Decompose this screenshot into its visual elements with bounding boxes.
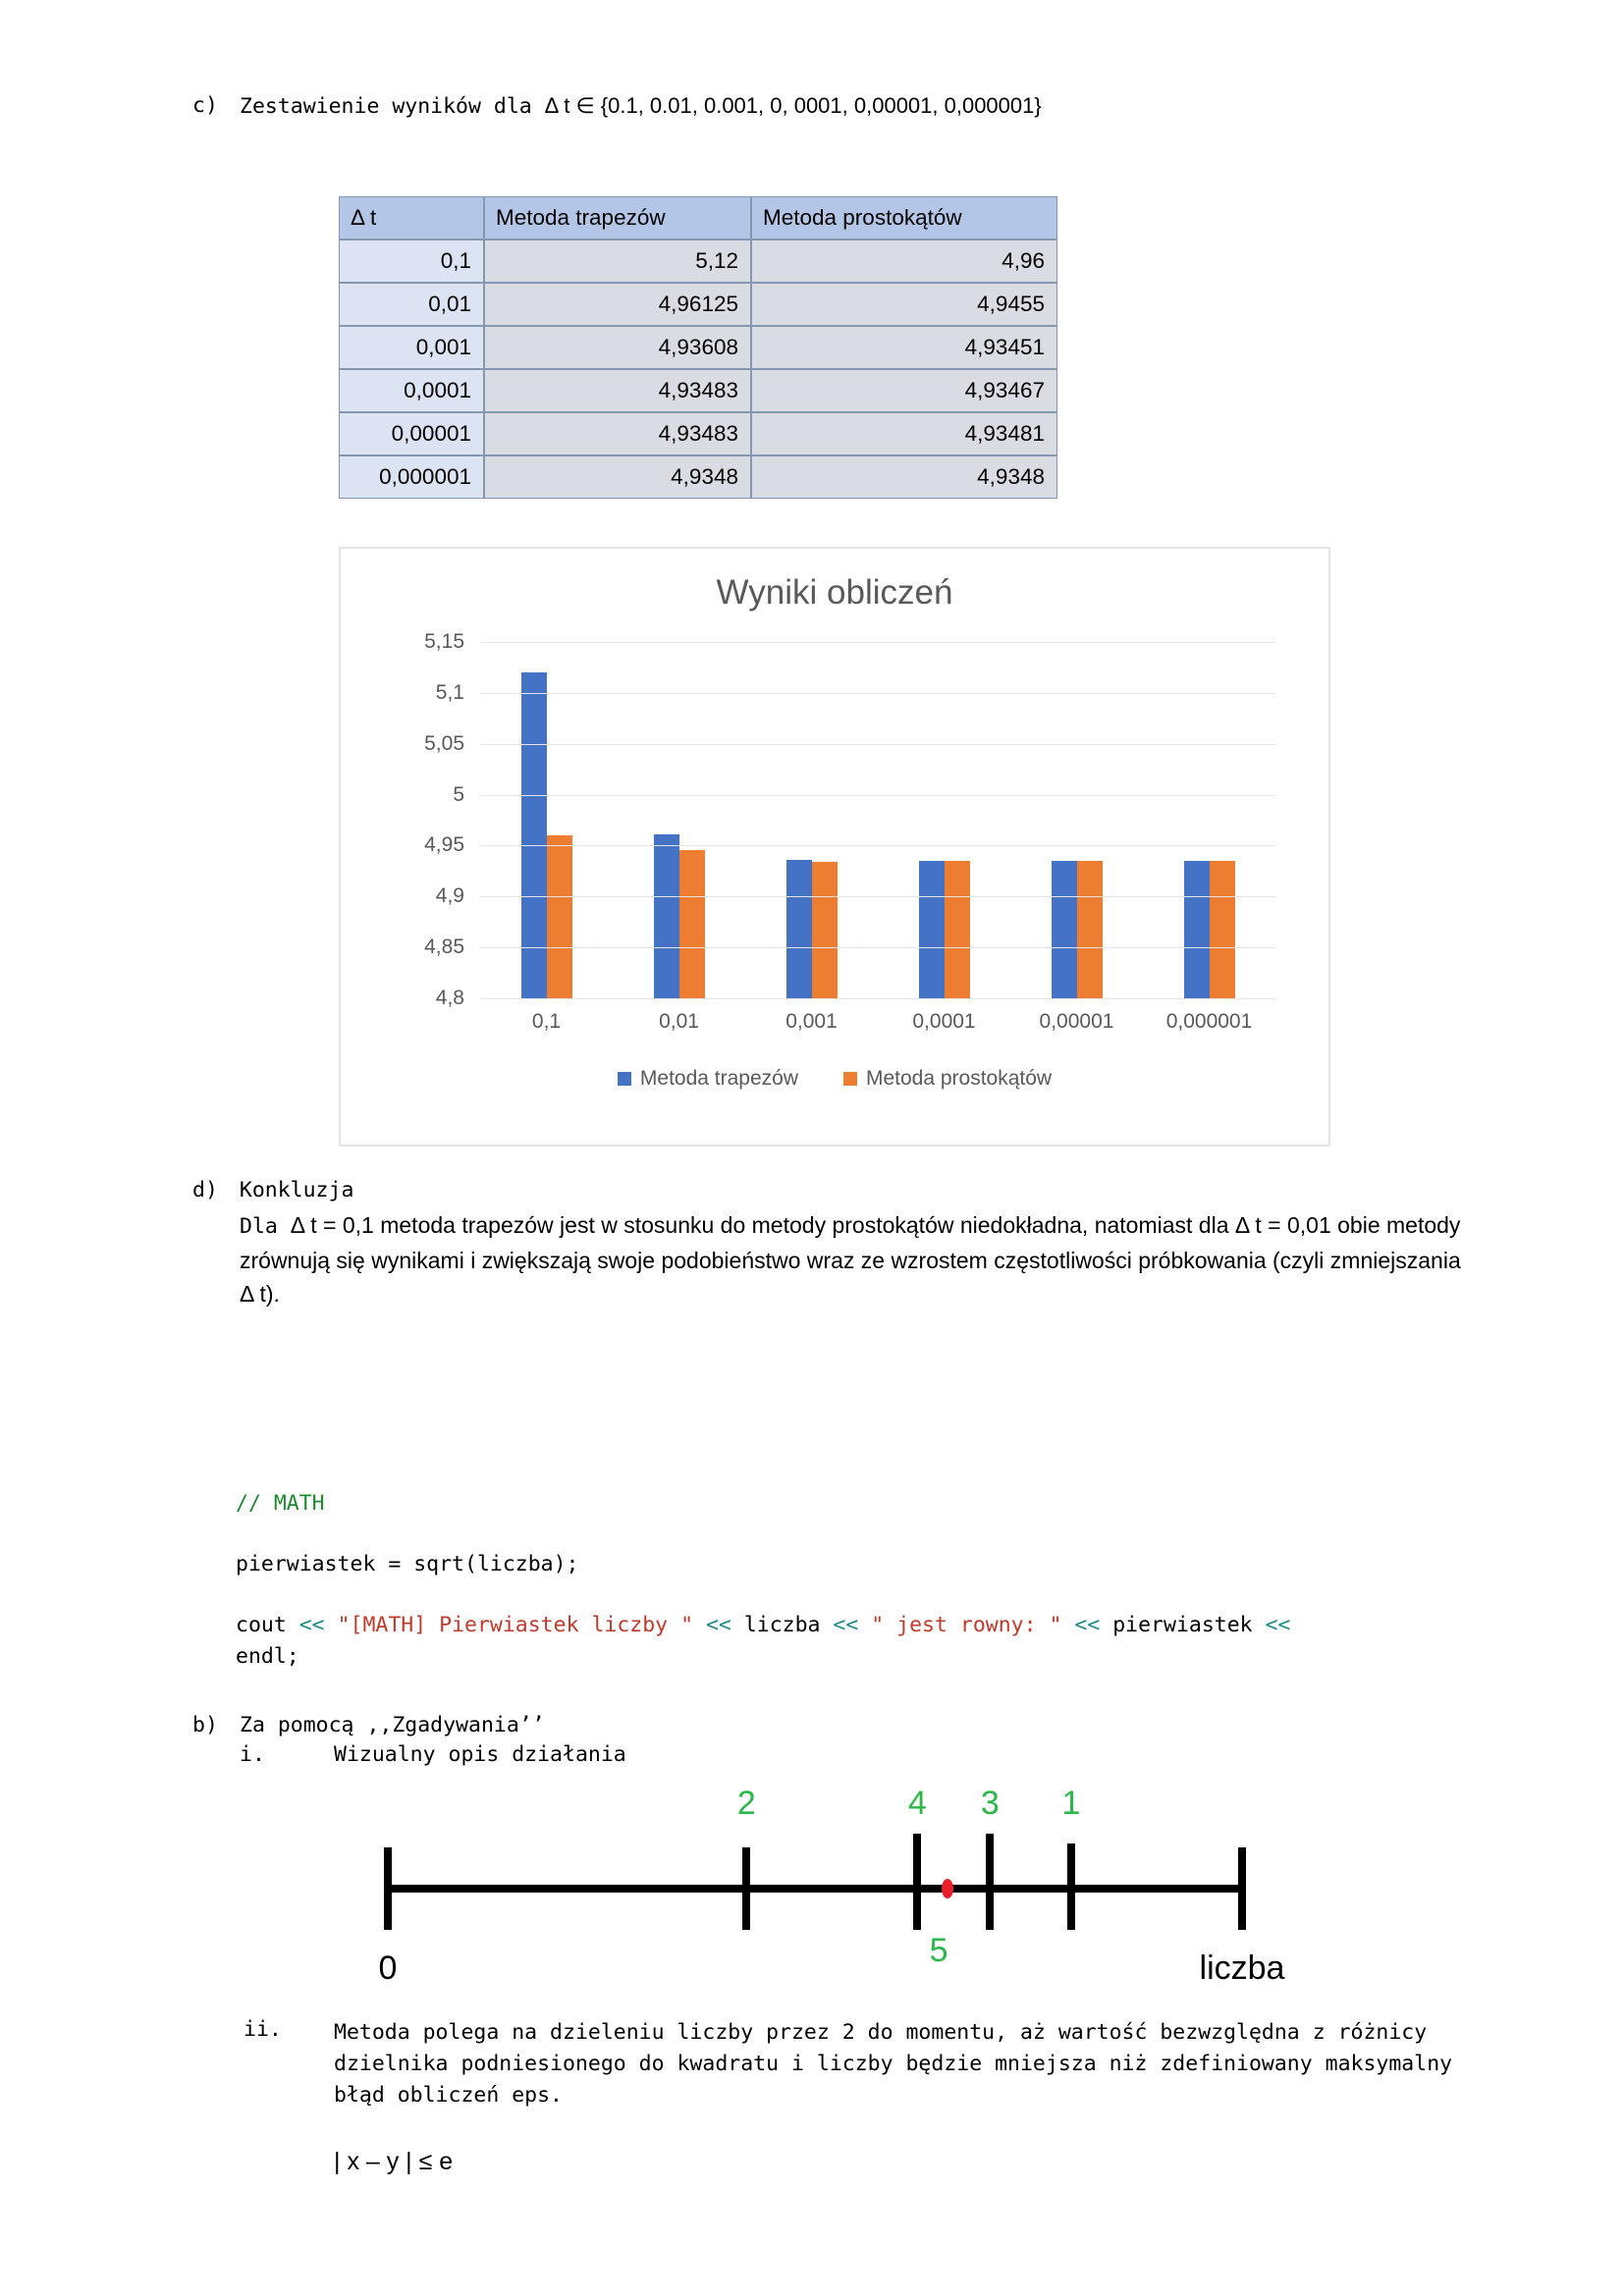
chart-y-tick-label: 5,05 [424, 731, 464, 755]
number-line-tick [986, 1834, 994, 1930]
chart-legend [341, 1067, 1328, 1091]
number-line-tick [384, 1847, 392, 1930]
cell-trapez: 4,93483 [484, 369, 751, 412]
table-header-prostok: Metoda prostokątów [751, 196, 1057, 240]
section-d-body: Δ t = 0,1 metoda trapezów jest w stosunku do metody prostokątów niedokładna, natomiast dla Δ t = 0,01 obie metody zrównują się wynikami i zwiększają swoje podobieństwo wraz ze wzrostem częstotliwości próbkowania (czyli zmniejszania Δ t). [240, 1212, 1461, 1307]
table-row [339, 369, 1057, 412]
section-c-marker: c) [192, 93, 218, 118]
code-cout-keyword: cout [236, 1613, 299, 1637]
code-string-1: "[MATH] Pierwiastek liczby " [337, 1613, 706, 1637]
cell-dt: 0,00001 [339, 412, 484, 455]
chart-x-tick-label: 0,00001 [1039, 1010, 1114, 1033]
code-stream-op-1: << [298, 1613, 338, 1637]
section-b-ii-text: Metoda polega na dzieleniu liczby przez 2 do momentu, aż wartość bezwzględna z różnicy dzielnika podniesionego do kwadratu i liczby będzie mniejsza niż zdefiniowany maksymalny błąd obliczeń eps. [334, 2020, 1453, 2108]
chart-gridline [480, 744, 1275, 745]
chart-bar [786, 860, 812, 998]
table-header-row [339, 196, 1057, 240]
section-d-title: Konkluzja [239, 1178, 354, 1202]
chart-bar [654, 834, 679, 998]
chart-y-tick-label: 4,95 [424, 833, 464, 857]
section-d [192, 1178, 1469, 1310]
section-c-text-set: Δ t ∈ {0.1, 0.01, 0.001, 0, 0001, 0,00001, 0,000001} [544, 93, 1042, 118]
chart-legend-label: Metoda trapezów [639, 1067, 798, 1090]
chart-gridline [480, 693, 1275, 694]
number-line-step-label: 5 [929, 1932, 948, 1969]
number-line-step-label: 3 [980, 1785, 1000, 1822]
chart-bars-container [480, 642, 1275, 998]
table-row [339, 412, 1057, 455]
number-line-axis [388, 1885, 1242, 1893]
chart-gridline [480, 845, 1275, 846]
section-b-heading [192, 1713, 626, 1737]
chart-legend-item [843, 1067, 1052, 1091]
number-line-result-marker [942, 1879, 953, 1898]
table-body [339, 240, 1057, 499]
chart-bar [1077, 861, 1103, 998]
cell-dt: 0,0001 [339, 369, 484, 412]
section-4 [147, 1399, 1473, 1405]
chart-bar-group [613, 642, 745, 998]
cell-prostok: 4,9455 [751, 283, 1057, 326]
chart-x-tick-label: 0,0001 [912, 1010, 976, 1033]
chart-legend-label: Metoda prostokątów [865, 1067, 1053, 1090]
chart-bar-group [480, 642, 613, 998]
chart-bar [919, 861, 945, 998]
section-b [192, 1713, 626, 1767]
chart-y-tick-label: 4,85 [424, 935, 464, 959]
chart-bar [1210, 861, 1235, 998]
table-header-dt: Δ t [339, 196, 484, 240]
section-c-text [240, 93, 1042, 119]
section-c-text-mono: Zestawienie wyników dla [240, 94, 545, 119]
chart-bar-group [878, 642, 1010, 998]
chart-bar-group [745, 642, 878, 998]
chart-plot-area [424, 630, 1275, 1009]
results-bar-chart [339, 547, 1330, 1147]
number-line-end-label: liczba [1199, 1949, 1285, 1987]
chart-x-tick-label: 0,000001 [1165, 1010, 1253, 1033]
inequality-formula: | x – y | ≤ e [334, 2148, 454, 2175]
chart-legend-item [618, 1067, 798, 1091]
chart-x-tick-label: 0,01 [659, 1010, 699, 1033]
code-cout-line [236, 1610, 1512, 1673]
code-comment: // MATH [236, 1491, 325, 1516]
cell-trapez: 5,12 [484, 240, 751, 283]
code-stream-op-4: << [1074, 1613, 1113, 1637]
table-row [339, 283, 1057, 326]
chart-bar [945, 861, 970, 998]
code-endl: endl; [236, 1644, 299, 1669]
results-table-wrapper [338, 195, 1057, 499]
code-stream-op-3: << [833, 1613, 872, 1637]
section-d-paragraph [240, 1208, 1472, 1310]
chart-gridline [480, 947, 1275, 948]
cell-dt: 0,01 [339, 283, 484, 326]
chart-y-tick-label: 5,1 [435, 680, 464, 704]
cell-prostok: 4,93467 [751, 369, 1057, 412]
section-c-heading [192, 93, 1042, 119]
cell-prostok: 4,93481 [751, 412, 1057, 455]
chart-x-tick-label: 0,001 [785, 1010, 838, 1033]
table-row [339, 326, 1057, 369]
section-d-heading [192, 1178, 1469, 1202]
cell-prostok: 4,93451 [751, 326, 1057, 369]
cell-dt: 0,1 [339, 240, 484, 283]
table-row [339, 455, 1057, 499]
chart-y-tick-label: 5,15 [424, 630, 464, 653]
code-assignment: pierwiastek = sqrt(liczba); [236, 1552, 579, 1576]
cell-trapez: 4,9348 [484, 455, 751, 499]
section-d-lead: Dla [240, 1214, 291, 1239]
code-var-pierwiastek: pierwiastek [1112, 1613, 1266, 1637]
section-b-i-marker: i. [240, 1742, 265, 1767]
number-line-tick [1238, 1847, 1246, 1930]
chart-gridline [480, 642, 1275, 643]
cell-trapez: 4,93483 [484, 412, 751, 455]
section-b-marker: b) [192, 1713, 218, 1737]
number-line-step-label: 1 [1061, 1785, 1081, 1822]
chart-bar-group [1143, 642, 1275, 998]
cell-dt: 0,001 [339, 326, 484, 369]
chart-bar [1052, 861, 1077, 998]
code-stream-op-2: << [705, 1613, 744, 1637]
number-line-origin-label: 0 [378, 1949, 398, 1987]
number-line-tick [742, 1847, 750, 1930]
chart-gridline [480, 998, 1275, 999]
section-b-ii-marker: ii. [244, 2017, 282, 2042]
number-line-step-label: 2 [736, 1785, 756, 1822]
cell-prostok: 4,96 [751, 240, 1057, 283]
code-stream-op-5: << [1265, 1613, 1291, 1637]
chart-bar [812, 862, 838, 999]
chart-x-tick-label: 0,1 [531, 1010, 562, 1033]
section-b-i-heading [240, 1742, 626, 1767]
code-comment-line [236, 1488, 1512, 1520]
chart-legend-swatch [618, 1072, 631, 1086]
section-b-ii [244, 2017, 1481, 2111]
number-line-diagram [363, 1777, 1285, 1993]
chart-title: Wyniki obliczeń [716, 573, 953, 612]
chart-y-tick-label: 4,9 [435, 884, 464, 908]
chart-legend-swatch [843, 1072, 857, 1086]
chart-y-tick-label: 4,8 [435, 987, 464, 1009]
number-line-tick [1067, 1843, 1075, 1930]
cell-trapez: 4,93608 [484, 326, 751, 369]
cell-dt: 0,000001 [339, 455, 484, 499]
number-line-step-label: 4 [907, 1785, 927, 1822]
chart-bar [1184, 861, 1210, 998]
code-assign-line [236, 1549, 1512, 1580]
results-table [338, 195, 1057, 499]
chart-x-axis-labels [480, 1010, 1275, 1034]
section-b-i-title: Wizualny opis działania [334, 1742, 626, 1767]
chart-bar-group [1010, 642, 1143, 998]
chart-y-tick-label: 5 [453, 782, 464, 806]
code-string-2: " jest rowny: " [871, 1613, 1075, 1637]
section-d-marker: d) [192, 1178, 218, 1202]
number-line-tick [913, 1834, 921, 1930]
code-var-liczba: liczba [743, 1613, 834, 1637]
chart-gridline [480, 795, 1275, 796]
chart-bar [521, 672, 547, 998]
cell-prostok: 4,9348 [751, 455, 1057, 499]
table-row [339, 240, 1057, 283]
chart-bar [679, 850, 705, 998]
table-header-trapez: Metoda trapezów [484, 196, 751, 240]
cell-trapez: 4,96125 [484, 283, 751, 326]
chart-gridline [480, 896, 1275, 897]
section-b-title: Za pomocą ,,Zgadywania’’ [240, 1713, 545, 1737]
chart-bar [547, 835, 572, 998]
